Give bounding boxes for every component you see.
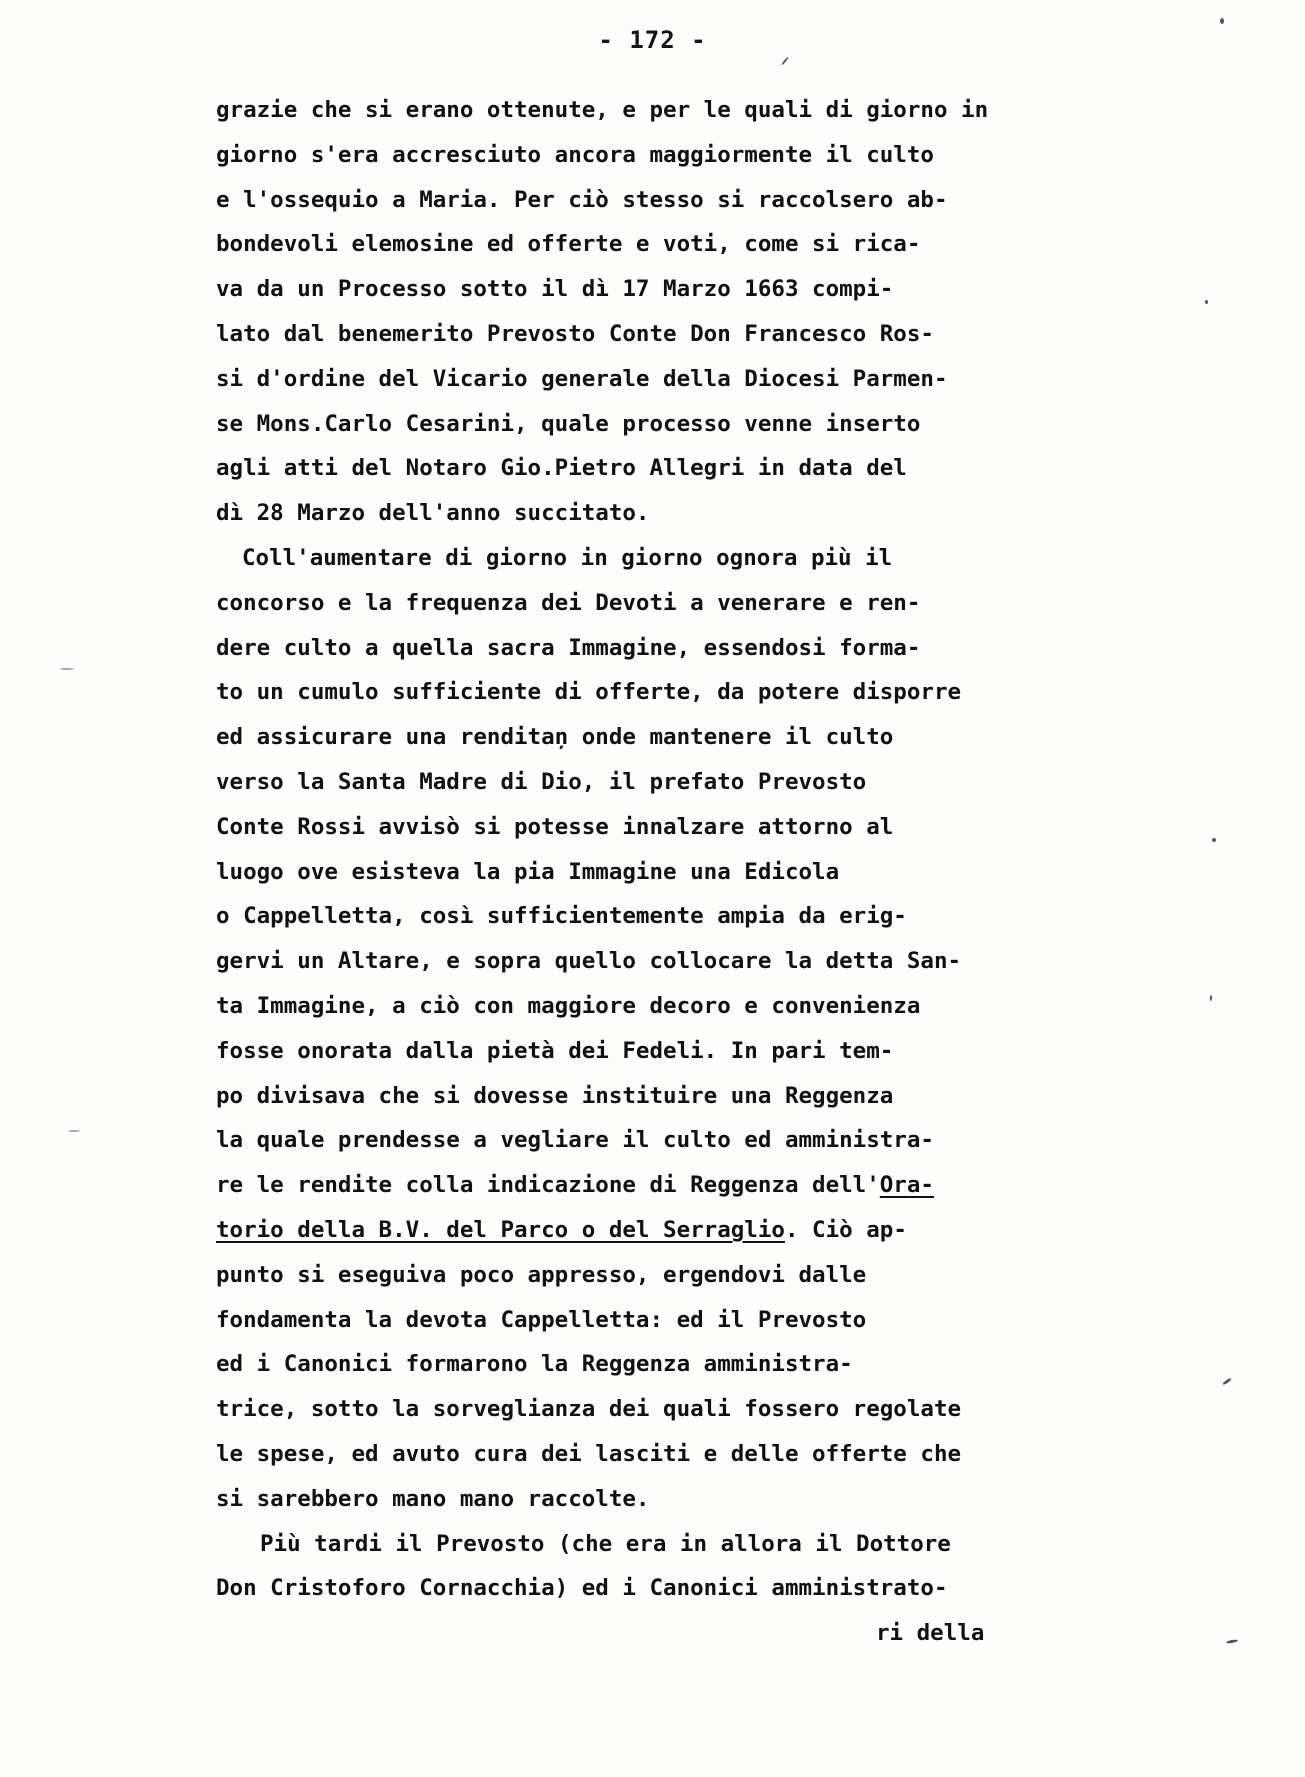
text-fragment: re le rendite colla indicazione di Reggenza dell' [216,1172,880,1199]
text-line: ri della [876,1620,985,1647]
text-line: gervi un Altare, e sopra quello collocare la detta San- [216,948,962,975]
text-line: luogo ove esisteva la pia Immagine una Edicola [216,858,840,885]
text-line: va da un Processo sotto il dì 17 Marzo 1663 compi- [216,276,894,303]
text-line: punto si eseguiva poco appresso, ergendovi dalle [216,1261,867,1288]
text-line: e l'ossequio a Maria. Per ciò stesso si raccolsero ab- [216,186,948,213]
text-line: fondamenta la devota Cappelletta: ed il Prevosto [216,1306,867,1333]
underlined-text: Ora- [879,1172,934,1199]
text-line: Don Cristoforo Cornacchia) ed i Canonici amministrato- [216,1575,948,1602]
text-line [216,1163,1216,1208]
text-line: giorno s'era accresciuto ancora maggiormente il culto [216,141,934,168]
text-line: dì 28 Marzo dell'anno succitato. [216,500,650,527]
document-body [216,88,1216,1656]
text-line: concorso e la frequenza dei Devoti a venerare e ren- [216,589,921,616]
text-fragment: . Ciò ap- [784,1216,907,1243]
text-line: ed assicurare una renditaņ onde mantenere il culto [216,724,894,751]
text-line: lato dal benemerito Prevosto Conte Don Francesco Ros- [216,320,934,347]
text-line: Conte Rossi avvisò si potesse innalzare attorno al [216,813,894,840]
text-line: si sarebbero mano mano raccolte. [216,1485,650,1512]
text-line: Coll'aumentare di giorno in giorno ognora più il [242,544,893,571]
text-line: verso la Santa Madre di Dio, il prefato Prevosto [216,768,867,795]
paragraph-2 [216,536,1216,1522]
text-line: o Cappelletta, così sufficientemente ampia da erig- [216,903,907,930]
text-line: bondevoli elemosine ed offerte e voti, come si rica- [216,231,921,258]
text-line: Più tardi il Prevosto (che era in allora il Dottore [260,1530,951,1557]
text-line: le spese, ed avuto cura dei lasciti e delle offerte che [216,1440,962,1467]
text-line: to un cumulo sufficiente di offerte, da potere disporre [216,679,962,706]
text-line: agli atti del Notaro Gio.Pietro Allegri in data del [216,455,907,482]
underlined-text: torio della B.V. del Parco o del Serraglio [216,1216,785,1243]
text-line: la quale prendesse a vegliare il culto ed amministra- [216,1127,934,1154]
text-line: ta Immagine, a ciò con maggiore decoro e convenienza [216,992,921,1019]
text-line: ed i Canonici formarono la Reggenza amministra- [216,1351,853,1378]
text-line: si d'ordine del Vicario generale della Diocesi Parmen- [216,365,948,392]
text-line: fosse onorata dalla pietà dei Fedeli. In pari tem- [216,1037,894,1064]
text-line: po divisava che si dovesse instituire una Reggenza [216,1082,894,1109]
text-line: se Mons.Carlo Cesarini, quale processo venne inserto [216,410,921,437]
paragraph-3 [216,1522,1216,1656]
paragraph-1 [216,88,1216,536]
text-line [216,1208,1216,1253]
text-line: dere culto a quella sacra Immagine, essendosi forma- [216,634,921,661]
text-line: trice, sotto la sorveglianza dei quali fossero regolate [216,1396,962,1423]
page-number: - 172 - [598,26,707,54]
text-line: grazie che si erano ottenute, e per le quali di giorno in [216,97,989,123]
